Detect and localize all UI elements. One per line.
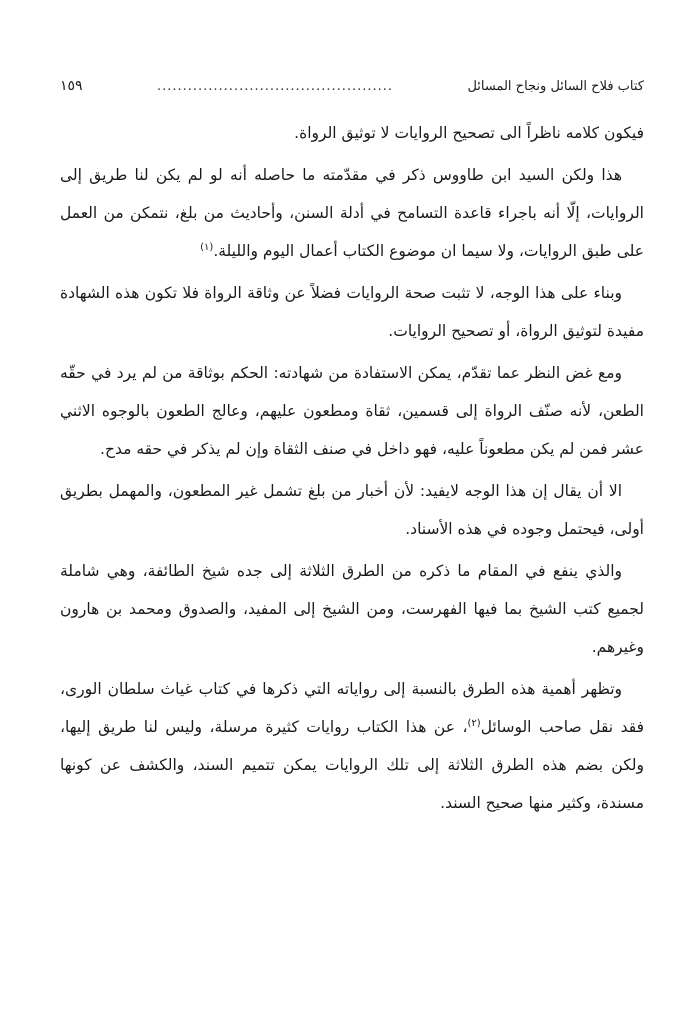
page-number: ١٥٩ [60,78,83,94]
paragraph-text: وبناء على هذا الوجه، لا تثبت صحة الروايات فضلاً عن وثاقة الرواة فلا تكون هذه الشهادة مفيدة لتوثيق الرواة، أو تصحيح الروايات. [60,284,644,340]
paragraph [60,156,644,270]
paragraph [60,354,644,468]
paragraph [60,670,644,822]
footnote-marker[interactable]: (١) [200,241,214,253]
paragraph-text: والذي ينفع في المقام ما ذكره من الطرق الثلاثة إلى جده شيخ الطائفة، وهي شاملة لجميع كتب الشيخ بما فيها الفهرست، ومن الشيخ إلى المفيد، والصدوق ومحمد بن هارون وغيرهم. [60,562,644,656]
book-page [60,78,644,978]
footnote-marker[interactable]: (٢) [467,717,481,729]
paragraph-text: الا أن يقال إن هذا الوجه لايفيد: لأن أخبار من بلغ تشمل غير المطعون، والمهمل بطريق أولى، فيحتمل وجوده في هذه الأسناد. [60,482,644,538]
paragraph-text: هذا ولكن السيد ابن طاووس ذكر في مقدّمته ما حاصله أنه لو لم يكن لنا طريق إلى الروايات، إلّا أنه باجراء قاعدة التسامح في أدلة السنن، وأحاديث من بلغ، نتمكن من العمل على طبق الروايات، ولا سيما ان موضوع الكتاب أعمال اليوم والليلة. [60,166,644,260]
running-title: كتاب فلاح السائل ونجاح المسائل [467,79,644,94]
paragraph [60,114,644,152]
paragraph [60,274,644,350]
paragraph [60,552,644,666]
paragraph-text: فيكون كلامه ناظراً الى تصحيح الروايات لا توثيق الرواة. [294,124,644,142]
header-leader-dots: .............................................. [156,79,394,94]
paragraph-text: ومع غض النظر عما تقدّم، يمكن الاستفادة من شهادته: الحكم بوثاقة من لم يرد في حقّه الطعن، لأنه صنّف الرواة إلى قسمين، ثقاة ومطعون عليهم، وعالج الطعون بالوجوه الاثني عشر فمن لم يكن مطعوناً عليه، فهو داخل في صنف الثقاة وإن لم يذكر في حقه مدح. [60,364,644,458]
body-text [60,114,644,822]
paragraph-text: وتظهر أهمية هذه الطرق بالنسبة إلى رواياته التي ذكرها في كتاب غياث سلطان الورى، فقد نقل صاحب الوسائل [60,680,645,736]
paragraph [60,472,644,548]
page-header [60,78,644,106]
paragraph-text: ، عن هذا الكتاب روايات كثيرة مرسلة، وليس لنا طريق إليها، ولكن بضم هذه الطرق الثلاثة إلى تلك الروايات يمكن تتميم السند، والكشف عن كونها مسندة، وكثير منها صحيح السند. [60,718,644,812]
